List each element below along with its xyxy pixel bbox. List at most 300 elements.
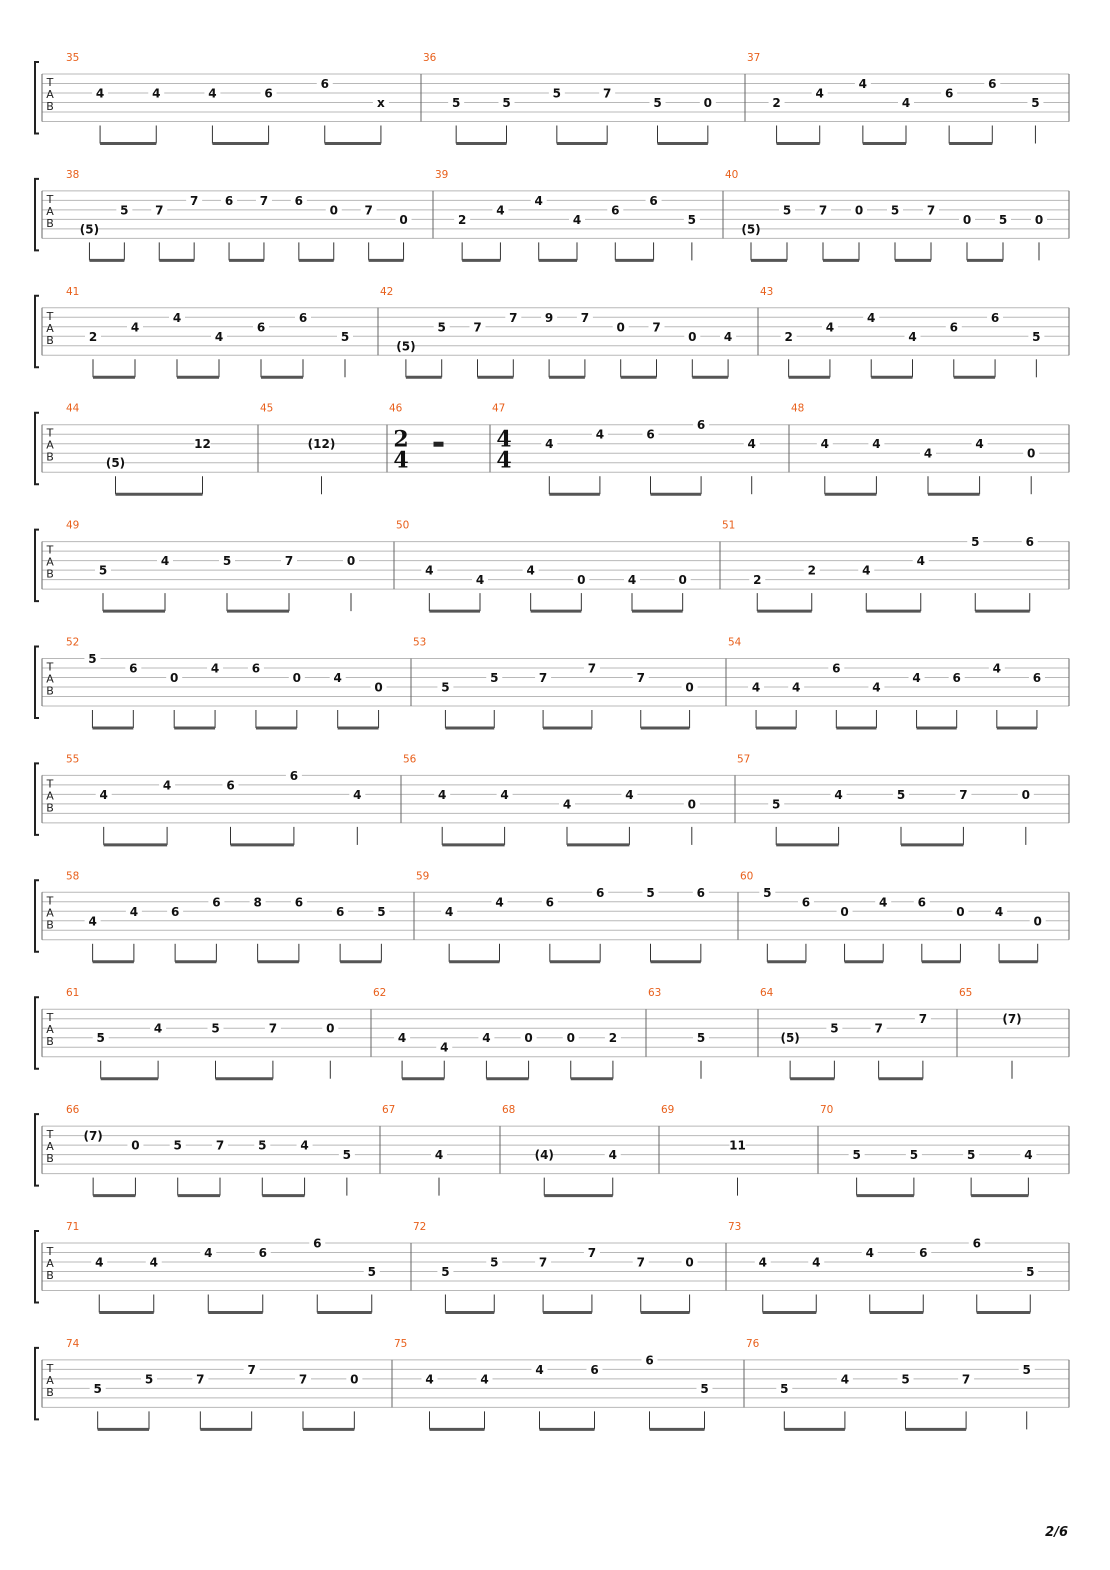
fret-number: 5	[909, 1148, 919, 1163]
measure	[492, 403, 760, 495]
tab-clef-letter: B	[46, 1269, 54, 1282]
fret-number: 5	[88, 652, 97, 666]
tab-clef-letter: A	[46, 1257, 54, 1270]
fret-number: 7	[298, 1372, 308, 1387]
measure-number: 71	[66, 1221, 80, 1233]
fret-number: 6	[988, 77, 997, 91]
fret-number: 0	[685, 680, 694, 695]
fret-number: 6	[696, 418, 706, 433]
measure	[66, 987, 338, 1078]
fret-number: 9	[544, 310, 554, 325]
fret-number: 7	[961, 1372, 971, 1387]
tab-clef-letter: T	[46, 1361, 54, 1375]
measure	[373, 987, 621, 1078]
measure	[66, 169, 412, 261]
tab-system	[35, 637, 1069, 729]
fret-number: 6	[949, 320, 958, 335]
tab-clef-letter: T	[46, 894, 54, 908]
fret-number: 7	[268, 1021, 278, 1036]
tab-clef-letter: A	[46, 1023, 54, 1037]
fret-number: 4	[95, 1255, 104, 1270]
fret-number: 6	[1032, 671, 1042, 685]
fret-number: 7	[818, 203, 828, 218]
tab-system	[35, 1338, 1069, 1430]
fret-number: 5	[782, 203, 792, 218]
measure-number: 57	[737, 753, 751, 766]
measure	[403, 753, 700, 845]
tab-system	[35, 286, 1069, 378]
tab-clef-letter: T	[46, 1011, 54, 1025]
fret-number: 2	[772, 96, 781, 110]
fret-number: 4	[858, 77, 868, 91]
fret-number: 5	[342, 1148, 352, 1163]
measure	[66, 1104, 355, 1196]
measure-number: 67	[382, 1104, 396, 1117]
fret-number: 4	[912, 671, 921, 685]
fret-number: 4	[534, 193, 543, 208]
fret-number: 6	[294, 193, 304, 208]
measure-number: 62	[373, 987, 387, 1000]
fret-number: (5)	[741, 222, 761, 237]
fret-number: 2	[88, 329, 98, 344]
fret-number: 0	[524, 1031, 533, 1046]
fret-number: 6	[298, 310, 308, 325]
fret-number: 4	[608, 1148, 617, 1163]
measure-number: 64	[760, 987, 774, 1000]
fret-number: 5	[258, 1138, 267, 1153]
time-signature-bottom: 4	[496, 447, 512, 474]
fret-number: 4	[397, 1031, 407, 1046]
fret-number: 0	[854, 203, 864, 218]
fret-number: 4	[535, 1362, 544, 1377]
fret-number: (5)	[396, 339, 416, 354]
fret-number: 6	[972, 1236, 981, 1251]
measure-number: 73	[728, 1221, 742, 1233]
fret-number: 6	[224, 193, 234, 208]
fret-number: 5	[700, 1381, 709, 1396]
fret-number: 4	[438, 787, 447, 802]
measure	[413, 637, 698, 729]
page-number: 2/6	[1045, 1525, 1068, 1540]
fret-number: 0	[956, 904, 965, 919]
fret-number: 0	[350, 1372, 359, 1387]
fret-number: 0	[685, 1255, 694, 1270]
fret-number: 4	[130, 320, 140, 335]
fret-number: 6	[645, 1353, 654, 1368]
measure	[661, 1104, 746, 1196]
fret-number: 0	[399, 212, 408, 227]
fret-number: 6	[990, 310, 1000, 325]
time-signature-bottom: 4	[393, 447, 409, 474]
system-bracket	[35, 647, 39, 719]
fret-number: 4	[812, 1255, 821, 1270]
measure-number: 60	[740, 870, 754, 883]
fret-number: 7	[259, 193, 269, 208]
fret-number: 4	[865, 1246, 874, 1260]
tab-system	[35, 1221, 1069, 1313]
fret-number: 5	[1026, 1265, 1035, 1279]
measure-number: 39	[435, 168, 449, 181]
fret-number: (4)	[534, 1148, 554, 1163]
measure-number: 48	[791, 402, 805, 415]
fret-number: 4	[815, 86, 824, 101]
measure-number: 68	[502, 1104, 516, 1117]
tab-clef-letter: B	[46, 216, 54, 230]
measure-number: 51	[722, 519, 736, 532]
fret-number: 6	[595, 885, 605, 900]
fret-number: 8	[253, 895, 262, 910]
measure	[396, 520, 691, 612]
fret-number: 5	[971, 535, 980, 550]
fret-number: 7	[652, 320, 661, 335]
fret-number: 7	[364, 203, 373, 218]
fret-number: 5	[490, 671, 499, 685]
tab-clef-letter: T	[46, 426, 54, 440]
fret-number: 4	[353, 787, 362, 802]
fret-number: 6	[226, 778, 235, 793]
measure-number: 50	[396, 519, 410, 532]
time-signature-top: 4	[496, 426, 512, 453]
fret-number: 0	[688, 329, 697, 344]
measure	[260, 403, 335, 495]
fret-number: 5	[502, 96, 511, 110]
system-bracket	[35, 179, 39, 251]
fret-number: 4	[208, 86, 217, 101]
fret-number: 5	[552, 86, 562, 101]
fret-number: 5	[696, 1031, 706, 1046]
fret-number: 4	[99, 787, 108, 802]
fret-number: 6	[170, 904, 180, 919]
fret-number: 6	[952, 671, 961, 685]
fret-number: 4	[625, 787, 634, 802]
measure	[394, 1338, 713, 1430]
fret-number: 4	[975, 437, 984, 452]
fret-number: 0	[326, 1021, 335, 1036]
fret-number: 5	[1022, 1362, 1031, 1377]
fret-number: 5	[93, 1381, 102, 1396]
fret-number: 0	[346, 554, 356, 569]
fret-number: 0	[678, 573, 687, 588]
measure-number: 36	[423, 52, 437, 64]
fret-number: 4	[149, 1255, 158, 1270]
measure-number: 69	[661, 1104, 675, 1117]
measure-number: 70	[820, 1104, 834, 1117]
system-bracket	[35, 62, 39, 134]
measure-number: 41	[66, 285, 80, 298]
fret-number: 12	[194, 437, 211, 452]
measure-number: 40	[725, 168, 739, 181]
fret-number: 7	[874, 1021, 883, 1036]
fret-number: 6	[649, 193, 658, 208]
fret-number: (5)	[105, 456, 126, 471]
measure	[66, 870, 389, 962]
fret-number: 4	[210, 661, 220, 676]
tab-clef-letter: A	[46, 672, 54, 686]
fret-number: 4	[901, 96, 911, 110]
fret-number: 2	[608, 1031, 618, 1046]
tab-clef-letter: A	[46, 438, 54, 452]
tab-clef-letter: B	[46, 1385, 54, 1399]
fret-number: 5	[120, 203, 129, 218]
fret-number: 5	[998, 212, 1008, 227]
fret-number: 5	[852, 1148, 861, 1163]
fret-number: 11	[729, 1138, 746, 1153]
fret-number: 4	[758, 1255, 767, 1270]
fret-number: 0	[1027, 446, 1036, 461]
measure-number: 66	[66, 1104, 80, 1117]
fret-number: 7	[959, 787, 968, 802]
fret-number: 6	[320, 77, 329, 91]
fret-number: 5	[367, 1265, 376, 1279]
system-bracket	[35, 1348, 39, 1420]
fret-number: 5	[437, 320, 446, 335]
measure-number: 49	[66, 519, 80, 532]
measure	[728, 1221, 1038, 1313]
fret-number: 5	[144, 1372, 154, 1387]
fret-number: 4	[872, 437, 881, 452]
fret-number: 5	[890, 203, 900, 218]
system-bracket	[35, 1231, 39, 1303]
whole-rest	[434, 442, 444, 447]
tab-system	[35, 169, 1069, 261]
fret-number: 5	[653, 96, 662, 110]
fret-number: 4	[495, 895, 504, 910]
fret-number: 6	[256, 320, 266, 335]
tab-clef-letter: T	[46, 660, 54, 674]
system-bracket	[35, 880, 39, 952]
fret-number: (7)	[83, 1129, 103, 1144]
fret-number: 0	[329, 203, 338, 218]
fret-number: 4	[1024, 1148, 1033, 1163]
fret-number: 0	[292, 671, 301, 685]
fret-number: 0	[374, 680, 383, 695]
tab-clef-letter: A	[46, 321, 54, 335]
fret-number: 4	[562, 797, 572, 812]
tab-clef-letter: T	[46, 309, 54, 323]
fret-number: 0	[703, 96, 713, 110]
fret-number: 5	[98, 563, 108, 578]
fret-number: 2	[753, 573, 762, 588]
fret-number: 4	[825, 320, 835, 335]
measure	[820, 1104, 1036, 1196]
tab-clef-letter: T	[46, 777, 54, 791]
fret-number: 2	[457, 212, 467, 227]
tab-system	[35, 52, 1069, 144]
fret-number: 0	[687, 797, 696, 812]
system-bracket	[35, 413, 39, 485]
fret-number: 5	[441, 1265, 450, 1279]
fret-number: 2	[807, 563, 816, 578]
fret-number: 5	[340, 329, 350, 344]
fret-number: 6	[129, 661, 138, 676]
fret-number: 0	[577, 573, 586, 588]
fret-number: 4	[526, 563, 535, 578]
fret-number: 5	[441, 680, 450, 695]
fret-number: 4	[172, 310, 182, 325]
measure	[435, 169, 700, 261]
tab-clef-letter: B	[46, 801, 54, 815]
tab-clef-letter: T	[46, 1128, 54, 1142]
fret-number: 4	[834, 787, 843, 802]
fret-number: (5)	[780, 1031, 800, 1046]
measure	[382, 1104, 447, 1196]
fret-number: (5)	[79, 222, 100, 237]
fret-number: 4	[840, 1372, 850, 1387]
measure-number: 38	[66, 168, 80, 181]
fret-number: 4	[751, 680, 761, 695]
tab-clef-letter: A	[46, 1140, 54, 1154]
fret-number: 4	[153, 1021, 163, 1036]
fret-number: 0	[840, 904, 849, 919]
measure-number: 75	[394, 1337, 408, 1350]
tab-clef-letter: A	[46, 88, 54, 101]
fret-number: 4	[444, 904, 454, 919]
tab-clef-letter: B	[46, 100, 54, 113]
fret-number: 4	[129, 904, 139, 919]
fret-number: 4	[862, 563, 871, 578]
tab-clef-letter: T	[46, 543, 54, 557]
fret-number: 6	[919, 1246, 928, 1260]
measure	[413, 1221, 698, 1313]
fret-number: 4	[204, 1246, 213, 1260]
fret-number: 0	[1021, 787, 1030, 802]
tab-system	[35, 987, 1069, 1078]
measure	[648, 987, 709, 1078]
fret-number: 4	[572, 212, 582, 227]
measure-number: 58	[66, 870, 80, 883]
fret-number: 4	[425, 563, 434, 578]
fret-number: 4	[88, 914, 97, 929]
fret-number: 7	[587, 661, 597, 676]
tab-clef-letter: T	[46, 1245, 54, 1258]
fret-number: 7	[587, 1246, 597, 1260]
fret-number: 7	[636, 1255, 645, 1270]
tab-clef-letter: T	[46, 76, 54, 89]
fret-number: 5	[780, 1381, 789, 1396]
fret-number: 5	[966, 1148, 976, 1163]
fret-number: 4	[440, 1040, 449, 1055]
fret-number: 5	[772, 797, 781, 812]
fret-number: 6	[696, 885, 706, 900]
fret-number: 5	[830, 1021, 839, 1036]
measure-number: 44	[66, 402, 80, 415]
fret-number: 4	[95, 86, 105, 101]
fret-number: 7	[473, 320, 482, 335]
tab-clef-letter: A	[46, 906, 54, 920]
measure-number: 76	[746, 1337, 760, 1350]
fret-number: 6	[294, 895, 304, 910]
fret-number: 4	[723, 329, 733, 344]
measure-number: 43	[760, 285, 774, 298]
fret-number: 0	[616, 320, 625, 335]
tab-clef-letter: T	[46, 192, 54, 206]
system-bracket	[35, 997, 39, 1068]
measure-number: 54	[728, 636, 742, 649]
measure-number: 37	[747, 52, 761, 64]
fret-number: 6	[832, 661, 841, 676]
fret-number: 4	[747, 437, 756, 452]
measure-number: 45	[260, 402, 274, 415]
measure	[791, 403, 1039, 495]
measure-number: 72	[413, 1221, 427, 1233]
measure	[66, 52, 389, 144]
measure	[746, 1338, 1035, 1430]
measure	[747, 52, 1043, 144]
measure	[737, 753, 1034, 845]
measure	[416, 870, 709, 962]
fret-number: 5	[96, 1031, 105, 1046]
fret-number: 6	[917, 895, 926, 910]
measure-number: 56	[403, 753, 417, 766]
tab-clef-letter: A	[46, 204, 54, 218]
fret-number: 4	[152, 86, 161, 101]
fret-number: 5	[896, 787, 906, 802]
fret-number: x	[377, 96, 385, 110]
fret-number: 4	[425, 1372, 434, 1387]
tab-clef-letter: B	[46, 333, 54, 347]
fret-number: 4	[214, 329, 224, 344]
fret-number: 6	[646, 427, 655, 442]
tab-clef-letter: A	[46, 789, 54, 803]
measure-number: 61	[66, 987, 80, 1000]
measure	[66, 403, 211, 495]
fret-number: 4	[162, 778, 172, 793]
fret-number: 5	[451, 96, 461, 110]
measure	[740, 870, 1046, 962]
measure	[760, 286, 1044, 378]
fret-number: 4	[434, 1148, 444, 1163]
fret-number: 4	[545, 437, 554, 452]
tab-system	[35, 753, 1069, 845]
measure	[66, 286, 353, 378]
measure	[725, 169, 1047, 261]
tab-clef-letter: B	[46, 567, 54, 581]
fret-number: 5	[1031, 96, 1040, 110]
fret-number: 7	[247, 1362, 256, 1377]
measure	[66, 520, 359, 612]
measure-number: 53	[413, 636, 427, 649]
system-bracket	[35, 530, 39, 602]
fret-number: 4	[300, 1138, 309, 1153]
fret-number: 5	[646, 885, 655, 900]
measure	[959, 987, 1022, 1078]
fret-number: 4	[480, 1372, 489, 1387]
fret-number: 5	[1032, 329, 1041, 344]
measure	[728, 637, 1045, 729]
fret-number: 7	[538, 671, 548, 685]
fret-number: 0	[170, 671, 179, 685]
tab-clef-letter: B	[46, 1152, 54, 1166]
fret-number: 7	[580, 310, 590, 325]
fret-number: 0	[131, 1138, 140, 1153]
measure	[722, 520, 1038, 612]
fret-number: 7	[509, 310, 518, 325]
measure	[66, 1338, 362, 1430]
fret-number: 6	[335, 904, 345, 919]
system-bracket	[35, 296, 39, 368]
fret-number: 7	[926, 203, 936, 218]
fret-number: 7	[215, 1138, 225, 1153]
fret-number: 7	[636, 671, 645, 685]
fret-number: 4	[160, 554, 170, 569]
fret-number: 5	[377, 904, 386, 919]
measure-number: 59	[416, 870, 430, 883]
tab-system	[35, 403, 1069, 495]
fret-number: 0	[566, 1031, 575, 1046]
tab-clef-letter: A	[46, 555, 54, 569]
tab-clef-letter: B	[46, 684, 54, 698]
measure-number: 55	[66, 753, 80, 766]
